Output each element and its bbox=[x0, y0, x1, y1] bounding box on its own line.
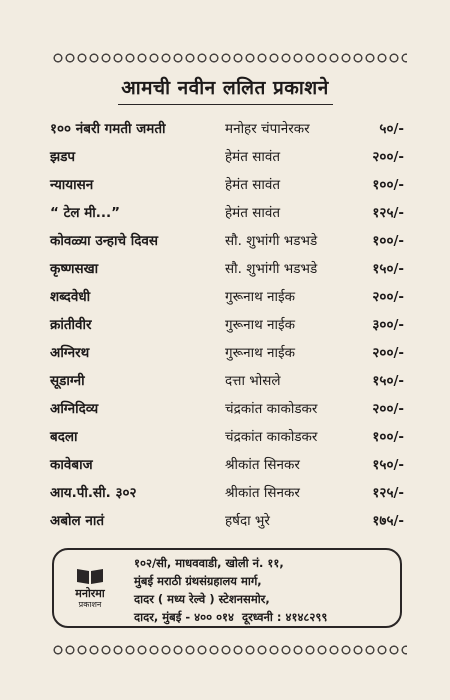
book-price: १००/- bbox=[372, 177, 404, 193]
book-title: क्रांतीवीर bbox=[50, 317, 92, 333]
book-price: १००/- bbox=[372, 429, 404, 445]
list-item bbox=[0, 313, 450, 337]
publisher-address-box bbox=[52, 548, 402, 628]
book-author: चंद्रकांत काकोडकर bbox=[225, 401, 318, 417]
book-price: २००/- bbox=[372, 345, 404, 361]
book-author: मनोहर चंपानेरकर bbox=[225, 121, 310, 137]
address-line: १०२/सी, माधववाडी, खोली नं. ११, bbox=[134, 556, 284, 570]
list-item bbox=[0, 229, 450, 253]
book-title: आय.पी.सी. ३०२ bbox=[50, 485, 137, 501]
book-author: चंद्रकांत काकोडकर bbox=[225, 429, 318, 445]
book-price: ५०/- bbox=[379, 121, 404, 137]
book-price: १५०/- bbox=[372, 457, 404, 473]
book-author: सौ. शुभांगी भडभडे bbox=[225, 233, 318, 249]
book-author: दत्ता भोसले bbox=[225, 373, 281, 389]
top-decorative-border bbox=[52, 52, 407, 64]
book-title: १०० नंबरी गमती जमती bbox=[50, 121, 166, 137]
list-item bbox=[0, 257, 450, 281]
book-author: गुरूनाथ नाईक bbox=[225, 345, 295, 361]
book-title: “ टेल मी...” bbox=[50, 205, 121, 221]
list-item bbox=[0, 201, 450, 225]
address-line-with-phone bbox=[134, 608, 399, 626]
address-line: मुंबई मराठी ग्रंथसंग्रहालय मार्ग, bbox=[134, 574, 262, 588]
list-item bbox=[0, 173, 450, 197]
book-author: श्रीकांत सिनकर bbox=[225, 485, 300, 501]
book-author: सौ. शुभांगी भडभडे bbox=[225, 261, 318, 277]
book-author: गुरूनाथ नाईक bbox=[225, 289, 295, 305]
book-title: अग्निरथ bbox=[50, 345, 90, 361]
book-price: १५०/- bbox=[372, 261, 404, 277]
book-price: २००/- bbox=[372, 289, 404, 305]
book-price: १५०/- bbox=[372, 373, 404, 389]
book-author: हेमंत सावंत bbox=[225, 149, 281, 165]
bottom-decorative-border bbox=[52, 644, 407, 656]
publisher-logo bbox=[62, 566, 118, 616]
book-title: कृष्णसखा bbox=[50, 261, 99, 277]
book-title: कावेबाज bbox=[50, 457, 93, 473]
book-title: अबोल नातं bbox=[50, 513, 105, 529]
logo-subtitle: प्रकाशन bbox=[78, 600, 102, 609]
book-author: हेमंत सावंत bbox=[225, 205, 281, 221]
book-price: २००/- bbox=[372, 401, 404, 417]
book-title: बदला bbox=[50, 429, 78, 445]
list-item bbox=[0, 509, 450, 533]
list-item bbox=[0, 369, 450, 393]
book-title: शब्दवेधी bbox=[50, 289, 91, 305]
list-item bbox=[0, 145, 450, 169]
book-author: गुरूनाथ नाईक bbox=[225, 317, 295, 333]
book-author: हेमंत सावंत bbox=[225, 177, 281, 193]
list-item bbox=[0, 117, 450, 141]
book-title: कोवळ्या उन्हाचे दिवस bbox=[50, 233, 159, 249]
logo-name: मनोरमा bbox=[75, 587, 105, 600]
list-item bbox=[0, 425, 450, 449]
address-line: दादर ( मध्य रेल्वे ) स्टेशनसमोर, bbox=[134, 592, 270, 606]
book-author: श्रीकांत सिनकर bbox=[225, 457, 300, 473]
book-price: १२५/- bbox=[372, 485, 404, 501]
book-title: न्यायासन bbox=[50, 177, 94, 193]
address-block bbox=[134, 554, 399, 626]
phone-number: दूरध्वनी : ४१४८२९९ bbox=[242, 610, 328, 624]
book-price: २००/- bbox=[372, 149, 404, 165]
book-title: अग्निदिव्य bbox=[50, 401, 99, 417]
book-author: हर्षदा भुरे bbox=[225, 513, 270, 529]
address-line: दादर, मुंबई - ४०० ०१४ bbox=[134, 610, 235, 624]
book-price: १००/- bbox=[372, 233, 404, 249]
list-item bbox=[0, 285, 450, 309]
open-book-icon bbox=[75, 566, 105, 586]
list-item bbox=[0, 397, 450, 421]
book-price: १२५/- bbox=[372, 205, 404, 221]
list-item bbox=[0, 453, 450, 477]
page-title: आमची नवीन ललित प्रकाशने bbox=[121, 77, 329, 99]
book-title: सूडाग्नी bbox=[50, 373, 85, 389]
book-price: ३००/- bbox=[372, 317, 404, 333]
list-item bbox=[0, 481, 450, 505]
title-underline bbox=[118, 104, 333, 105]
list-item bbox=[0, 341, 450, 365]
book-price: १७५/- bbox=[372, 513, 404, 529]
book-title: झडप bbox=[50, 149, 76, 165]
